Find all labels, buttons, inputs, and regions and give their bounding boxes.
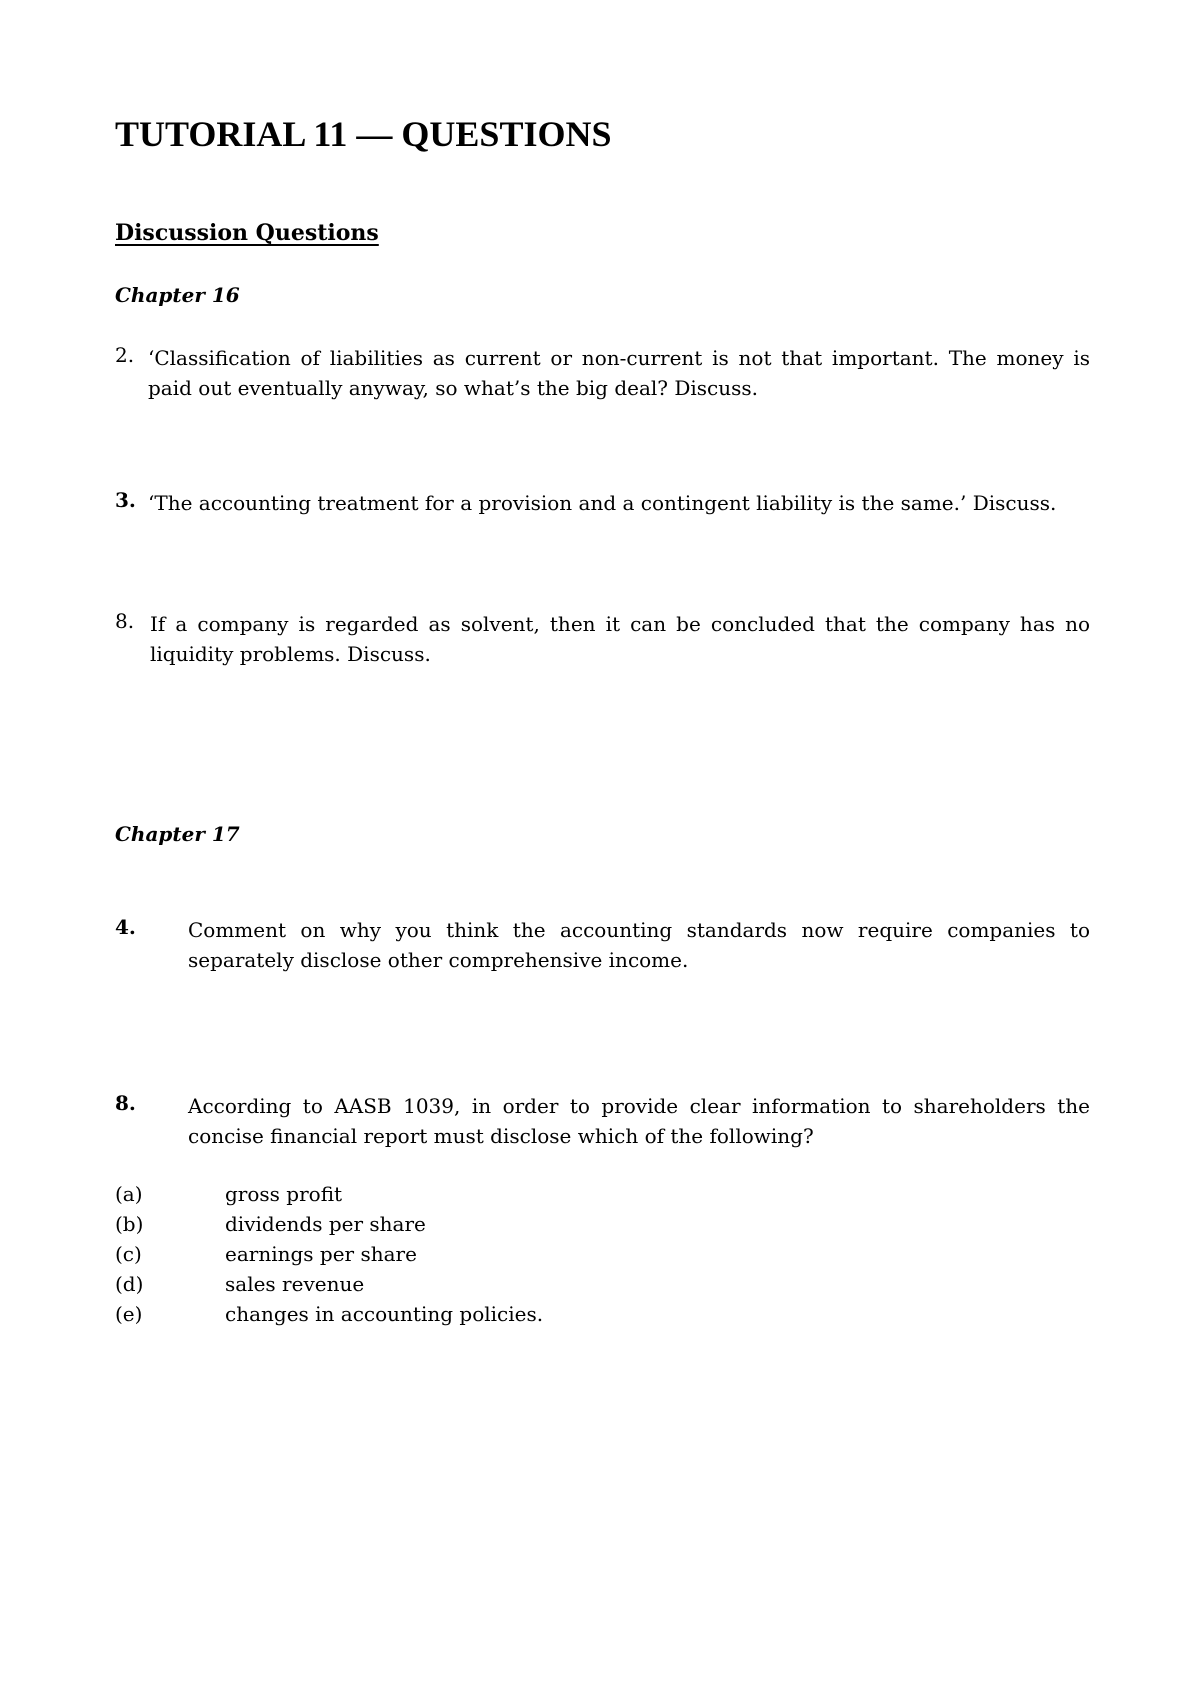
option-label: (e) [115, 1302, 143, 1326]
option-label: (d) [115, 1272, 144, 1296]
option-label: (a) [115, 1182, 143, 1206]
question-text: Comment on why you think the accounting standards now require companies to separately disclose other comprehensive income. [188, 918, 1090, 972]
chapter-heading: Chapter 16 [115, 283, 240, 307]
question-text: If a company is regarded as solvent, then it can be concluded that the company has no liquidity problems. Discuss. [150, 612, 1090, 666]
option-label: (b) [115, 1212, 144, 1236]
question-number: 8. [115, 1091, 136, 1115]
option-label: (c) [115, 1242, 142, 1266]
question-number: 2. [115, 343, 135, 367]
option-text: gross profit [225, 1182, 343, 1206]
option-text: sales revenue [225, 1272, 365, 1296]
option-text: earnings per share [225, 1242, 417, 1266]
question-number: 3. [115, 488, 136, 512]
question-text: ‘Classification of liabilities as current or non-current is not that important. The money is paid out eventually anyway, so what’s the big deal? Discuss. [148, 346, 1090, 400]
question-number: 8. [115, 609, 135, 633]
question-text: According to AASB 1039, in order to provide clear information to shareholders the concise financial report must disclose which of the following? [188, 1094, 1090, 1148]
option-text: dividends per share [225, 1212, 426, 1236]
question-text: ‘The accounting treatment for a provision and a contingent liability is the same.’ Discuss. [148, 491, 1057, 515]
page-title: TUTORIAL 11 — QUESTIONS [115, 114, 612, 154]
option-text: changes in accounting policies. [225, 1302, 544, 1326]
question-number: 4. [115, 915, 136, 939]
section-heading: Discussion Questions [115, 220, 379, 246]
chapter-heading: Chapter 17 [115, 822, 240, 846]
